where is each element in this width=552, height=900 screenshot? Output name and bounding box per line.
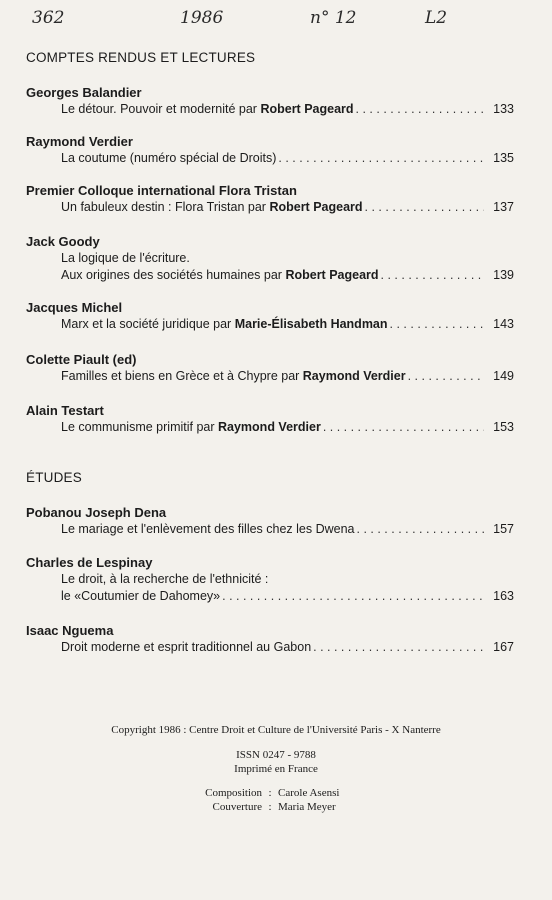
printed-line: Imprimé en France bbox=[234, 763, 318, 775]
reviewer-name: Raymond Verdier bbox=[218, 420, 321, 434]
entry-line: La logique de l'écriture. bbox=[61, 251, 190, 265]
leader-dots bbox=[357, 521, 484, 538]
entry-line: Un fabuleux destin : Flora Tristan par Robert Pageard . . . 137 bbox=[61, 199, 514, 216]
entry-line: Le détour. Pouvoir et modernité par Robert Pageard . . . 133 bbox=[61, 101, 514, 118]
entry-author: Alain Testart bbox=[26, 403, 104, 418]
credit-composition: Composition : Carole Asensi bbox=[205, 787, 340, 799]
leader-dots bbox=[313, 639, 484, 656]
toc-entry bbox=[26, 133, 514, 167]
page-number: 137 bbox=[493, 200, 514, 214]
entry-author: Colette Piault (ed) bbox=[26, 352, 137, 367]
toc-entry bbox=[26, 554, 514, 605]
page-number: 135 bbox=[493, 151, 514, 165]
entry-line: Aux origines des sociétés humaines par Robert Pageard . . . 139 bbox=[61, 267, 514, 284]
entry-author: Georges Balandier bbox=[26, 85, 142, 100]
leader-dots bbox=[278, 150, 484, 167]
toc-entry bbox=[26, 622, 514, 656]
page-number: 157 bbox=[493, 522, 514, 536]
page-number: 167 bbox=[493, 640, 514, 654]
page-number: 133 bbox=[493, 102, 514, 116]
page-number: 153 bbox=[493, 420, 514, 434]
toc-entry bbox=[26, 504, 514, 538]
copyright-line: Copyright 1986 : Centre Droit et Culture de l'Université Paris - X Nanterre bbox=[111, 724, 441, 736]
entry-line: le «Coutumier de Dahomey» . . . 163 bbox=[61, 588, 514, 605]
entry-author: Isaac Nguema bbox=[26, 623, 114, 638]
page-number: 139 bbox=[493, 268, 514, 282]
leader-dots bbox=[323, 419, 484, 436]
handwritten-note: 362 bbox=[32, 8, 65, 28]
toc-entry bbox=[26, 233, 514, 284]
section-title: COMPTES RENDUS ET LECTURES bbox=[26, 50, 256, 65]
handwritten-note: n° 12 bbox=[310, 8, 357, 28]
entry-author: Raymond Verdier bbox=[26, 134, 133, 149]
leader-dots bbox=[222, 588, 484, 605]
entry-line: Marx et la société juridique par Marie-Élisabeth Handman . . . 143 bbox=[61, 316, 514, 333]
leader-dots bbox=[381, 267, 484, 284]
reviewer-name: Robert Pageard bbox=[269, 200, 363, 214]
reviewer-name: Raymond Verdier bbox=[302, 369, 406, 383]
toc-entry bbox=[26, 402, 514, 436]
reviewer-name: Robert Pageard bbox=[260, 102, 354, 116]
entry-line: Le droit, à la recherche de l'ethnicité : bbox=[61, 572, 269, 586]
leader-dots bbox=[390, 316, 484, 333]
reviewer-name: Marie-Élisabeth Handman bbox=[234, 317, 388, 331]
page-number: 149 bbox=[493, 369, 514, 383]
entry-author: Charles de Lespinay bbox=[26, 555, 153, 570]
toc-entry bbox=[26, 351, 514, 385]
leader-dots bbox=[408, 368, 484, 385]
credit-cover: Couverture : Maria Meyer bbox=[212, 801, 336, 813]
entry-line: Le mariage et l'enlèvement des filles chez les Dwena . . . 157 bbox=[61, 521, 514, 538]
reviewer-name: Robert Pageard bbox=[285, 268, 379, 282]
page-number: 143 bbox=[493, 317, 514, 331]
toc-entry bbox=[26, 84, 514, 118]
leader-dots bbox=[356, 101, 484, 118]
page-number: 163 bbox=[493, 589, 514, 603]
handwritten-note: 1986 bbox=[180, 8, 224, 28]
entry-line: Le communisme primitif par Raymond Verdier . . . 153 bbox=[61, 419, 514, 436]
leader-dots bbox=[365, 199, 484, 216]
section-title: ÉTUDES bbox=[26, 470, 82, 485]
entry-line: La coutume (numéro spécial de Droits) . . . 135 bbox=[61, 150, 514, 167]
toc-entry bbox=[26, 182, 514, 216]
issn-line: ISSN 0247 - 9788 bbox=[236, 749, 316, 761]
entry-line: Familles et biens en Grèce et à Chypre par Raymond Verdier . . . 149 bbox=[61, 368, 514, 385]
entry-author: Jack Goody bbox=[26, 234, 100, 249]
toc-entry bbox=[26, 299, 514, 333]
entry-author: Jacques Michel bbox=[26, 300, 123, 315]
entry-author: Premier Colloque international Flora Tristan bbox=[26, 183, 297, 198]
entry-line: Droit moderne et esprit traditionnel au Gabon . . . 167 bbox=[61, 639, 514, 656]
handwritten-note: L2 bbox=[425, 8, 448, 28]
entry-author: Pobanou Joseph Dena bbox=[26, 505, 167, 520]
